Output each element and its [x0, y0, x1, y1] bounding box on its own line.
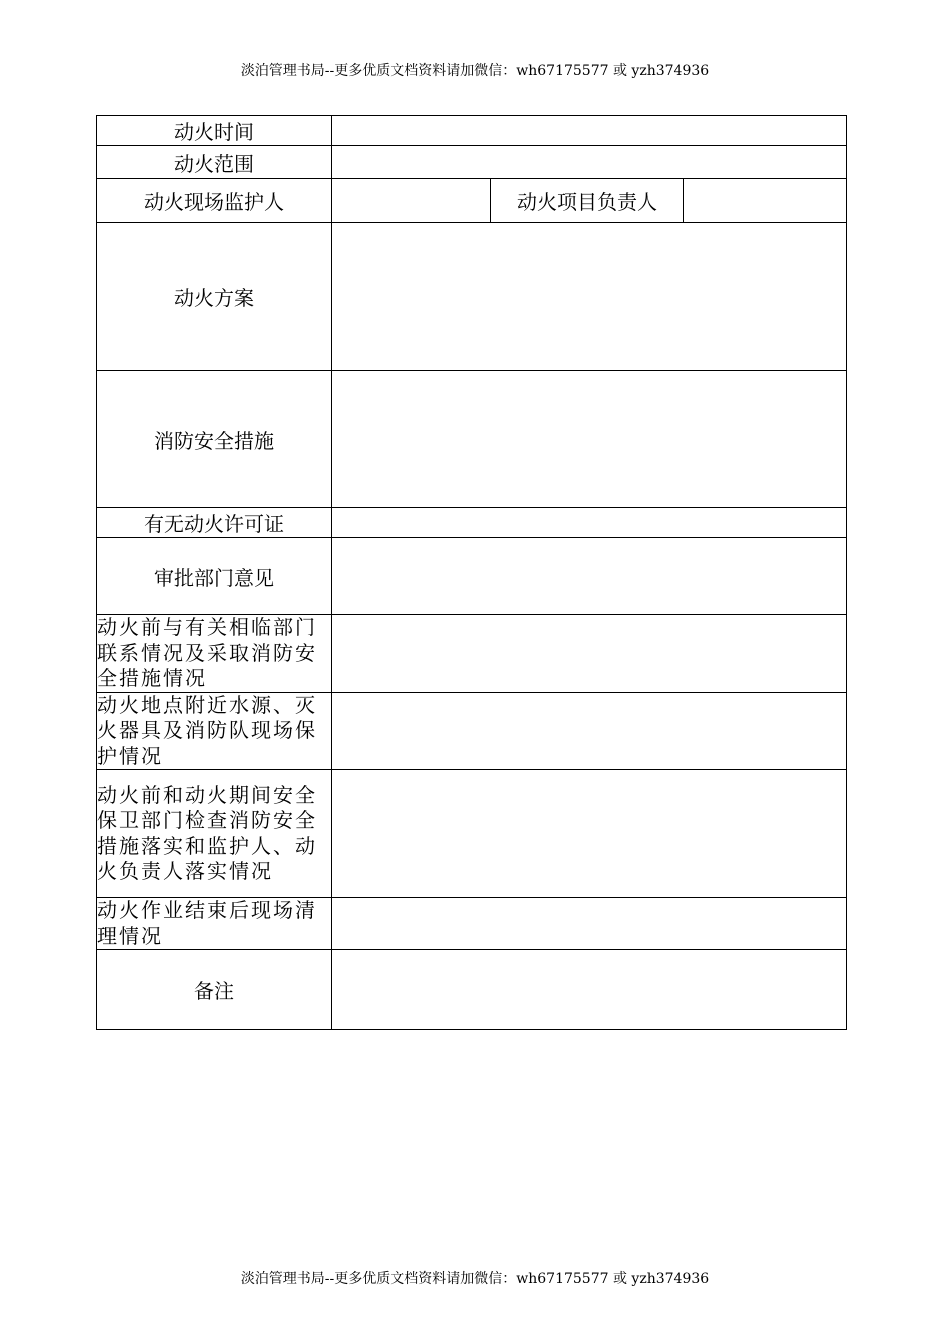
label-plan: 动火方案: [97, 223, 332, 371]
row-plan: [97, 223, 847, 371]
label-project-leader: 动火项目负责人: [491, 179, 684, 223]
label-contact: 动火前与有关相临部门联系情况及采取消防安全措施情况: [97, 615, 332, 693]
field-water-source[interactable]: [332, 692, 847, 770]
row-time: [97, 116, 847, 146]
field-scope[interactable]: [332, 146, 847, 179]
label-permit: 有无动火许可证: [97, 508, 332, 538]
label-scope: 动火范围: [97, 146, 332, 179]
field-project-leader[interactable]: [684, 179, 847, 223]
field-supervisor[interactable]: [332, 179, 491, 223]
row-permit: [97, 508, 847, 538]
label-security-check: 动火前和动火期间安全保卫部门检查消防安全措施落实和监护人、动火负责人落实情况: [97, 770, 332, 898]
label-approval: 审批部门意见: [97, 538, 332, 615]
hot-work-permit-table: [96, 115, 847, 1030]
label-cleanup: 动火作业结束后现场清理情况: [97, 898, 332, 950]
page-header: 淡泊管理书局--更多优质文档资料请加微信：wh67175577 或 yzh374936: [240, 63, 710, 79]
row-approval: [97, 538, 847, 615]
label-fire-safety: 消防安全措施: [97, 371, 332, 508]
field-cleanup[interactable]: [332, 898, 847, 950]
field-contact[interactable]: [332, 615, 847, 693]
label-remarks: 备注: [97, 950, 332, 1030]
row-remarks: [97, 950, 847, 1030]
field-fire-safety[interactable]: [332, 371, 847, 508]
field-approval[interactable]: [332, 538, 847, 615]
field-security-check[interactable]: [332, 770, 847, 898]
field-remarks[interactable]: [332, 950, 847, 1030]
field-permit[interactable]: [332, 508, 847, 538]
row-cleanup: [97, 898, 847, 950]
row-security-check: [97, 770, 847, 898]
row-supervisor: [97, 179, 847, 223]
label-water-source: 动火地点附近水源、灭火器具及消防队现场保护情况: [97, 692, 332, 770]
row-scope: [97, 146, 847, 179]
page-footer: 淡泊管理书局--更多优质文档资料请加微信：wh67175577 或 yzh374936: [240, 1271, 710, 1287]
field-time[interactable]: [332, 116, 847, 146]
field-plan[interactable]: [332, 223, 847, 371]
label-time: 动火时间: [97, 116, 332, 146]
label-supervisor: 动火现场监护人: [97, 179, 332, 223]
row-water-source: [97, 692, 847, 770]
row-fire-safety: [97, 371, 847, 508]
row-contact: [97, 615, 847, 693]
